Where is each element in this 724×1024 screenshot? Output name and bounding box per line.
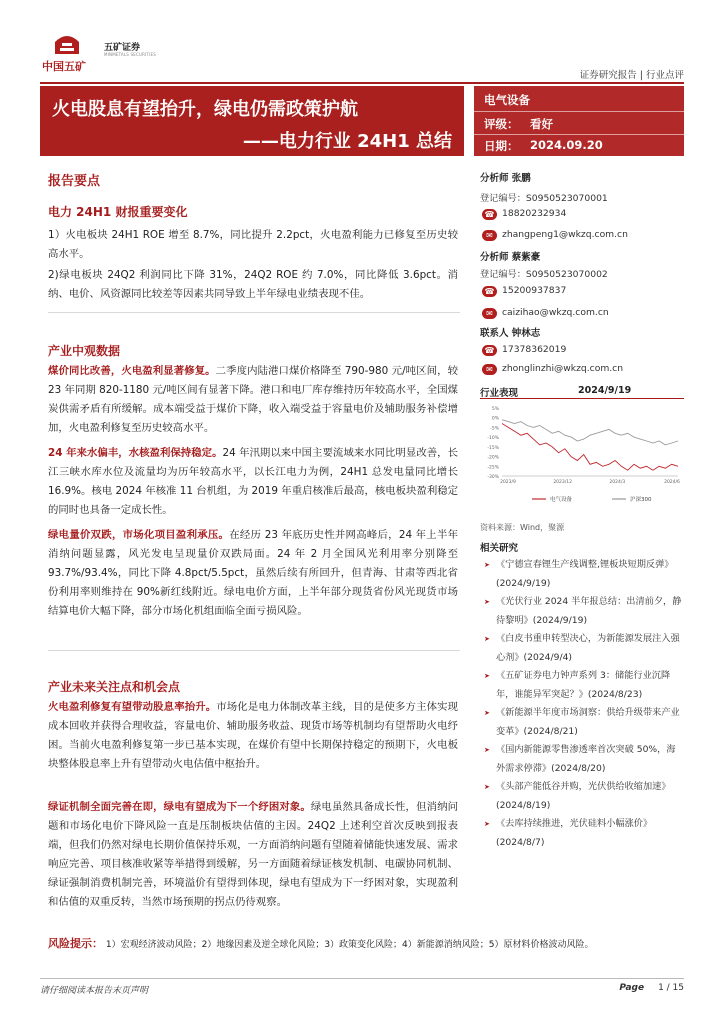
section-divider	[48, 650, 460, 651]
industry-name: 电气设备	[484, 93, 530, 107]
related-research-item[interactable]	[484, 704, 684, 741]
legend-label: 电气设备	[550, 497, 573, 503]
related-research-item[interactable]	[484, 815, 684, 852]
related-research-text: 《光伏行业 2024 半年报总结：出清前夕，静待黎明》(2024/9/19)	[496, 596, 682, 626]
paragraph-green-profit: 2)绿电板块 24Q2 利润同比下降 31%，24Q2 ROE 约 7.0%，同比降低 3.6pct。消纳、电价、风资源同比较差等因素共同导致上半年绿电业绩表现不佳。	[48, 269, 458, 300]
related-research-item[interactable]	[484, 741, 684, 778]
section-future-focus: 产业未来关注点和机会点	[48, 680, 181, 694]
paragraph-green-price-lead: 绿电量价双跌，市场化项目盈利承压。	[48, 529, 230, 541]
y-tick-label: -15%	[487, 445, 499, 451]
related-research-item[interactable]	[484, 630, 684, 667]
related-research-text: 《宁德宣春锂生产线调整,锂板块短期反弹》(2024/9/19)	[496, 559, 674, 589]
analyst1-reg: 登记编号：S0950523070001	[480, 193, 608, 204]
date-value: 2024.09.20	[530, 138, 603, 152]
x-tick-label: 2024/3	[609, 480, 626, 485]
related-research-item[interactable]	[484, 778, 684, 815]
paragraph-dividend-lead: 火电盈利修复有望带动股息率抬升。	[48, 701, 217, 713]
analyst2-phone[interactable]: 15200937837	[502, 285, 567, 296]
section-divider	[48, 312, 460, 313]
analyst2-email[interactable]: caizihao@wkzq.com.cn	[502, 307, 609, 318]
page-number	[619, 983, 684, 993]
related-research-text: 《去库持续推进，光伏硅料小幅涨价》(2024/8/7)	[496, 818, 653, 848]
phone-icon: ☎	[482, 286, 497, 297]
related-research-item[interactable]	[484, 667, 684, 704]
related-research-text: 《国内新能源零售渗透率首次突破 50%，海外需求停滞》(2024/8/20)	[496, 744, 676, 774]
y-tick-label: 0%	[491, 416, 499, 422]
paragraph-coal-price	[48, 362, 458, 438]
section-key-points: 报告要点	[48, 174, 101, 189]
paragraph-green-price-body: 在经历 23 年底历史性并网高峰后，24 年上半年消纳问题显露，风光发电呈现量价双跌局面。24 年 2 月全国风光利用率分别降至 93.7%/93.4%，同比下降 4.8pct/5.5pct，虽然后续有所回升，但青海、甘肃等西北省份利用率则维持在 90%新红线附近。绿电电价方面，上半年部分现货省份风光现货市场结算电价大幅下降，部分市场化机组面临全面亏损风险。	[48, 529, 459, 617]
related-research-text: 《白皮书重申转型决心，为新能源发展注入强心剂》(2024/9/4)	[496, 633, 680, 663]
related-research-text: 《新能源半年度市场洞察：供给升级带来产业变革》(2024/8/21)	[496, 707, 680, 737]
bullet-arrow-icon: ➤	[484, 783, 490, 791]
bullet-arrow-icon: ➤	[484, 709, 490, 717]
related-research-text: 《头部产能低谷并购，光伏供给收缩加速》(2024/8/19)	[496, 781, 671, 811]
risk-label: 风险提示：	[48, 937, 103, 950]
paragraph-coal-price-body: 二季度内陆港口煤价格降至 790-980 元/吨区间，较 23 年同期 820-1180 元/吨区间有显著下降。港口和电厂库存维持历年较高水平，全国煤炭供需矛盾有所缓解。成本端受益于煤价下降，收入端受益于容量电价及辅助服务补偿增加，火电盈利修复至历史较高水平。	[48, 365, 458, 434]
contact-email[interactable]: zhonglinzhi@wkzq.com.cn	[502, 363, 624, 374]
analyst1-email[interactable]: zhangpeng1@wkzq.com.cn	[502, 229, 628, 240]
brand-name-en: MINMETALS SECURITIES	[104, 52, 156, 57]
rating-divider	[474, 111, 684, 112]
phone-icon: ☎	[482, 345, 497, 356]
y-tick-label: -30%	[487, 475, 499, 480]
related-research-item[interactable]	[484, 556, 684, 593]
related-research-title: 相关研究	[480, 543, 519, 554]
section-industry-data: 产业中观数据	[48, 344, 121, 358]
paragraph-green-price	[48, 526, 458, 621]
logo-text: 中国五矿	[42, 60, 86, 73]
footer-disclaimer: 请仔细阅读本报告末页声明	[40, 986, 149, 996]
bullet-arrow-icon: ➤	[484, 672, 490, 680]
bullet-arrow-icon: ➤	[484, 635, 490, 643]
industry-performance-chart	[480, 402, 684, 512]
series-line	[502, 424, 678, 471]
risk-warning	[48, 937, 668, 952]
company-logo	[40, 30, 160, 72]
bullet-arrow-icon: ➤	[484, 746, 490, 754]
x-tick-label: 2024/6	[664, 480, 680, 485]
paragraph-green-certificate-lead: 绿证机制全面完善在即，绿电有望成为下一个纾困对象。	[48, 801, 311, 813]
section-financial-changes: 电力 24H1 财报重要变化	[48, 205, 188, 219]
report-subtitle: ——电力行业 24H1 总结	[242, 131, 452, 152]
analyst2-title: 分析师 蔡紫豪	[480, 252, 541, 263]
performance-header	[480, 385, 684, 399]
phone-icon: ☎	[482, 209, 497, 220]
related-research-text: 《五矿证券电力钟声系列 3：储能行业沉降年，谁能异军突起？》(2024/8/23)	[496, 670, 671, 700]
paragraph-thermal-roe: 1）火电板块 24H1 ROE 增至 8.7%，同比提升 2.2pct，火电盈利能力已修复至历史较高水平。	[48, 229, 458, 260]
title-band	[40, 86, 464, 156]
performance-title: 行业表现	[480, 388, 519, 399]
page-label: Page	[619, 983, 645, 993]
related-research-item[interactable]	[484, 593, 684, 630]
bullet-arrow-icon: ➤	[484, 820, 490, 828]
analyst1-phone[interactable]: 18820232934	[502, 208, 567, 219]
report-title: 火电股息有望抬升，绿电仍需政策护航	[52, 99, 358, 120]
paragraph-green-certificate	[48, 798, 458, 911]
email-icon: ✉	[482, 364, 497, 375]
y-tick-label: 5%	[491, 407, 499, 412]
date-divider	[474, 134, 684, 135]
y-tick-label: -20%	[487, 455, 499, 461]
chart-source: 资料来源：Wind，聚源	[480, 523, 565, 532]
x-tick-label: 2023/9	[500, 480, 516, 485]
rating-label: 评级：	[484, 117, 519, 131]
y-tick-label: -5%	[490, 426, 499, 432]
rating-value: 看好	[530, 117, 553, 131]
paragraph-hydro-nuclear-lead: 24 年来水偏丰，水核盈利保持稳定。	[48, 447, 223, 459]
y-tick-label: -10%	[487, 436, 499, 442]
y-tick-label: -25%	[487, 465, 499, 471]
paragraph-green-certificate-body: 绿电虽然具备成长性，但消纳问题和市场化电价下降风险一直是压制板块估值的主因。24Q2 上述利空首次反映到报表端，但我们仍然对绿电长期价值保持乐观，一方面消纳问题有望随着储能快速发展、需求响应完善、项目核准收紧等举措得到缓解，另一方面随着绿证核发机制、电碳协同机制、绿证强制消费机制完善，环境溢价有望得到体现，绿电有望成为下一纾困对象，实现盈利和估值的双重反转，当然市场预期的拐点仍待观察。	[48, 801, 459, 908]
series-line	[502, 420, 678, 445]
email-icon: ✉	[482, 308, 497, 319]
minmetals-logo-icon	[52, 30, 82, 56]
paragraph-coal-price-lead: 煤价同比改善，火电盈利显著修复。	[48, 365, 216, 377]
page-count: 1 / 15	[658, 983, 684, 993]
risk-text: 1）宏观经济波动风险；2）地缘因素及逆全球化风险；3）政策变化风险；4）新能源消纳风险；5）原材料价格波动风险。	[105, 940, 594, 950]
analyst2-reg: 登记编号：S0950523070002	[480, 269, 608, 280]
performance-date: 2024/9/19	[578, 385, 632, 396]
date-label: 日期：	[484, 139, 519, 153]
contact-title: 联系人 钟林志	[480, 328, 541, 339]
email-icon: ✉	[482, 230, 497, 241]
contact-phone[interactable]: 17378362019	[502, 344, 567, 355]
header-rule	[40, 82, 684, 84]
bullet-arrow-icon: ➤	[484, 561, 490, 569]
x-tick-label: 2023/12	[553, 480, 573, 485]
legend-label: 沪深300	[630, 497, 652, 503]
paragraph-dividend	[48, 698, 458, 774]
footer-rule	[40, 978, 684, 979]
rating-box	[474, 86, 684, 156]
bullet-arrow-icon: ➤	[484, 598, 490, 606]
paragraph-hydro-nuclear	[48, 444, 458, 520]
paragraph-hydro-nuclear-body: 24 年汛期以来中国主要流域来水同比明显改善，长江三峡水库水位及流量均为历年较高水平，以长江电力为例，24H1 总发电量同比增长 16.9%。核电 2024 年核准 11 台机组，为 2019 年重启核准后最高，核电板块盈利稳定的同时也具备一定成长性。	[48, 447, 458, 516]
analyst1-title: 分析师 张鹏	[480, 173, 531, 184]
brand-name: 五矿证券	[104, 43, 141, 53]
doc-type: 证券研究报告 | 行业点评	[579, 70, 684, 81]
paragraph-dividend-body: 市场化是电力体制改革主线，目的是使多方主体实现成本回收并获得合理收益，容量电价、辅助服务收益、现货市场等机制均有望帮助火电纾困。当前火电盈利修复第一步已基本实现，在煤价有望中长期保持稳定的预期下，火电板块整体股息率上升有望带动火电估值中枢抬升。	[48, 701, 459, 770]
